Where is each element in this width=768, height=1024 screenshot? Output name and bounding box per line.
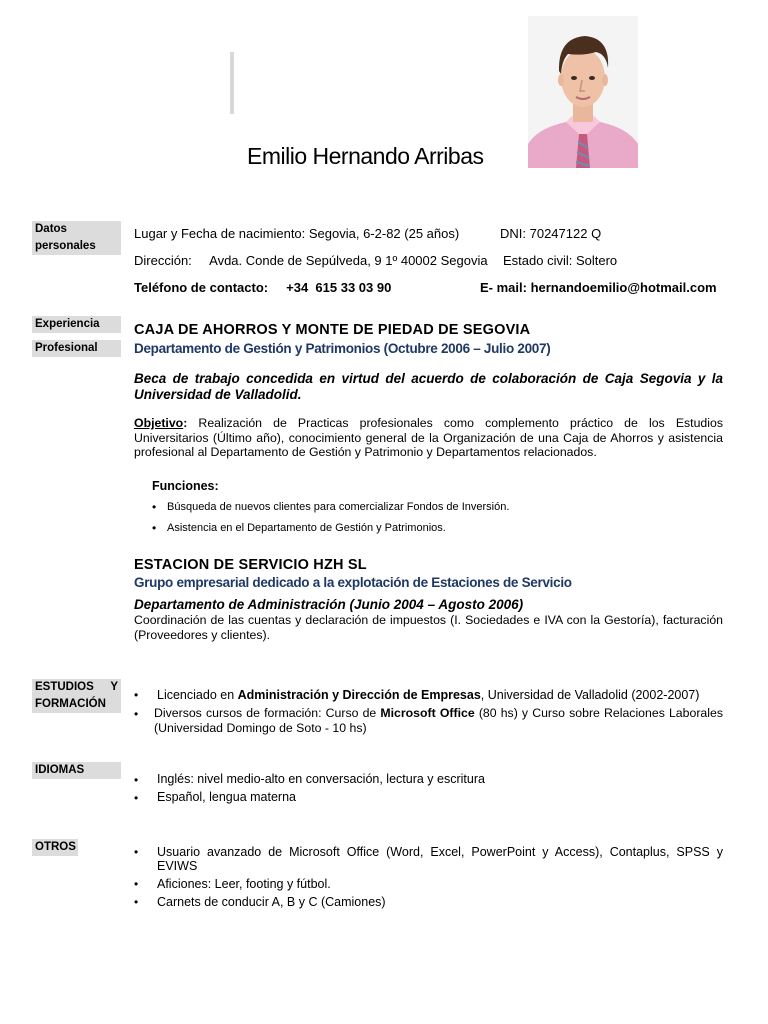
section-label-line: FORMACIÓN bbox=[35, 698, 106, 710]
objective-text: Realización de Practicas profesionales como complemento práctico de los Estudios Universitarios (Último año), conocimiento general de la Organización de una Caja de Ahorros y asistencia profesional al Departamento de Gestión y Patrimonio y Departamentos relacionados. bbox=[134, 416, 723, 459]
job1-objective bbox=[134, 416, 723, 460]
language-item: Español, lengua materna bbox=[157, 790, 296, 804]
education-item bbox=[157, 688, 699, 702]
education-degree: Administración y Dirección de Empresas bbox=[237, 688, 481, 702]
education-course: Microsoft Office bbox=[380, 706, 475, 720]
candidate-name: Emilio Hernando Arribas bbox=[247, 143, 484, 169]
section-label-experience-2 bbox=[32, 340, 121, 357]
job1-scholarship: Beca de trabajo concedida en virtud del acuerdo de colaboración de Caja Segovia y la Universidad de Valladolid. bbox=[134, 371, 723, 402]
functions-title: Funciones: bbox=[152, 479, 219, 493]
bullet-icon: • bbox=[134, 791, 139, 805]
education-text: (80 hs) y Curso sobre Relaciones Laborales (Universidad Domingo de Soto - 10 hs) bbox=[154, 706, 723, 735]
profile-photo bbox=[528, 16, 638, 168]
address-info: Dirección: Avda. Conde de Sepúlveda, 9 1º 40002 Segovia bbox=[134, 253, 488, 268]
section-label-line: Experiencia bbox=[35, 318, 100, 330]
other-item: Aficiones: Leer, footing y fútbol. bbox=[157, 877, 331, 891]
bullet-icon: • bbox=[134, 688, 139, 702]
job2-description: Coordinación de las cuentas y declaración de impuestos (I. Sociedades e IVA con la Gestoría), facturación (Proveedores y clientes). bbox=[134, 613, 723, 642]
decorative-bar bbox=[230, 52, 234, 114]
section-label-others bbox=[32, 839, 78, 856]
job1-company: CAJA DE AHORROS Y MONTE DE PIEDAD DE SEGOVIA bbox=[134, 322, 531, 338]
bullet-icon: • bbox=[134, 895, 139, 909]
bullet-icon: • bbox=[134, 877, 139, 891]
education-text: Diversos cursos de formación: Curso de bbox=[154, 706, 381, 720]
function-item: Búsqueda de nuevos clientes para comercializar Fondos de Inversión. bbox=[167, 501, 510, 513]
section-label-education bbox=[32, 679, 121, 713]
section-label-line: Datos bbox=[35, 223, 67, 235]
job2-department: Departamento de Administración (Junio 2004 – Agosto 2006) bbox=[134, 597, 524, 612]
dni-info: DNI: 70247122 Q bbox=[500, 226, 602, 241]
email-info: E- mail: hernandoemilio@hotmail.com bbox=[480, 280, 717, 295]
bullet-icon: • bbox=[134, 773, 139, 787]
section-label-line: Profesional bbox=[35, 342, 98, 354]
education-text: , Universidad de Valladolid (2002-2007) bbox=[480, 688, 700, 702]
phone-info: Teléfono de contacto: +34 615 33 03 90 bbox=[134, 280, 392, 295]
section-label-word: ESTUDIOS bbox=[35, 681, 94, 693]
bullet-icon: • bbox=[134, 707, 139, 721]
function-item: Asistencia en el Departamento de Gestión y Patrimonios. bbox=[167, 522, 446, 534]
job2-group: Grupo empresarial dedicado a la explotación de Estaciones de Servicio bbox=[134, 575, 572, 590]
objective-label: Objetivo bbox=[134, 416, 184, 430]
birth-info: Lugar y Fecha de nacimiento: Segovia, 6-2-82 (25 años) bbox=[134, 226, 460, 241]
objective-colon: : bbox=[183, 416, 188, 430]
section-label-languages bbox=[32, 762, 121, 779]
language-item: Inglés: nivel medio-alto en conversación, lectura y escritura bbox=[157, 772, 485, 786]
bullet-icon: • bbox=[152, 521, 157, 535]
section-label-line: OTROS bbox=[35, 841, 76, 853]
education-item bbox=[154, 706, 723, 735]
section-label-word: Y bbox=[110, 681, 118, 693]
bullet-icon: • bbox=[134, 845, 139, 859]
job1-department: Departamento de Gestión y Patrimonios (Octubre 2006 – Julio 2007) bbox=[134, 341, 551, 356]
other-item: Carnets de conducir A, B y C (Camiones) bbox=[157, 895, 386, 909]
section-label-experience bbox=[32, 316, 121, 333]
other-item: Usuario avanzado de Microsoft Office (Word, Excel, PowerPoint y Access), Contaplus, SPSS y EVIWS bbox=[157, 845, 723, 873]
section-label-personal bbox=[32, 221, 121, 255]
civil-status: Estado civil: Soltero bbox=[503, 253, 618, 268]
section-label-line: IDIOMAS bbox=[35, 764, 85, 776]
section-label-line bbox=[35, 679, 118, 696]
job2-company: ESTACION DE SERVICIO HZH SL bbox=[134, 557, 367, 573]
education-text: Licenciado en bbox=[157, 688, 238, 702]
section-label-line: personales bbox=[35, 240, 96, 252]
bullet-icon: • bbox=[152, 500, 157, 514]
